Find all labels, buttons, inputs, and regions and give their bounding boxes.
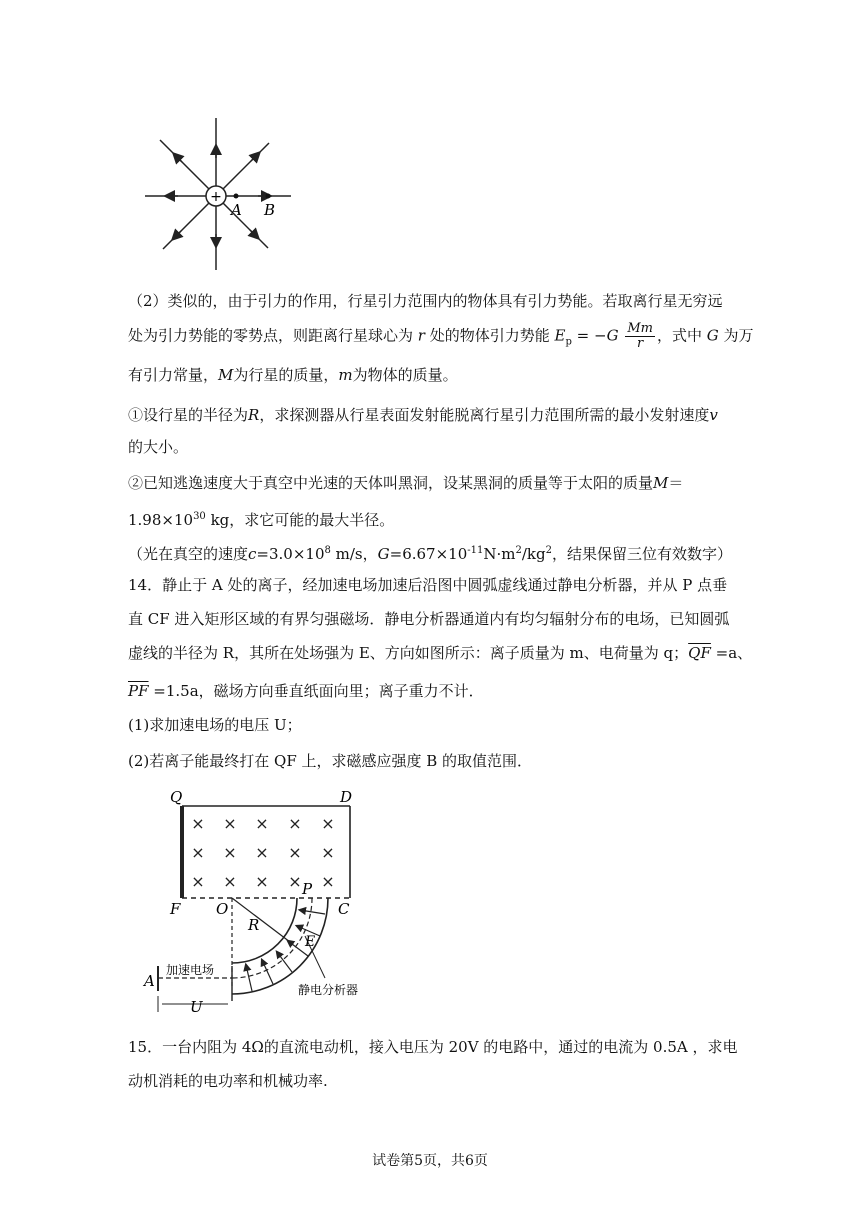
svg-text:×: × bbox=[288, 872, 302, 891]
var-v: v bbox=[709, 406, 718, 424]
fraction-mm-over-r bbox=[625, 322, 655, 351]
var-g: G bbox=[377, 545, 390, 563]
var-r: r bbox=[417, 326, 425, 345]
text: ＝ bbox=[668, 474, 684, 492]
label-r: R bbox=[248, 916, 260, 934]
svg-text:×: × bbox=[255, 814, 269, 833]
text: ②已知逃逸速度大于真空中光速的天体叫黑洞，设某黑洞的质量等于太阳的质量 bbox=[128, 474, 654, 492]
svg-text:×: × bbox=[288, 814, 302, 833]
var-m-small: m bbox=[338, 366, 353, 384]
text: 处为引力势能的零势点，则距离行星球心为 bbox=[128, 326, 414, 345]
q13-2-line3 bbox=[128, 364, 458, 386]
text: kg，求它可能的最大半径。 bbox=[205, 511, 395, 529]
label-e: E bbox=[305, 934, 316, 950]
plus-sign: + bbox=[210, 189, 222, 205]
q13-2-line6 bbox=[128, 472, 683, 494]
label-a: A bbox=[231, 201, 242, 219]
text: =6.67×10 bbox=[389, 545, 468, 563]
var-c: c bbox=[248, 545, 257, 563]
svg-text:×: × bbox=[191, 814, 205, 833]
subscript-p: p bbox=[565, 336, 572, 348]
q13-2-line4 bbox=[128, 404, 718, 426]
label-accelerating-field: 加速电场 bbox=[166, 963, 215, 977]
text: ，结果保留三位有效数字） bbox=[551, 545, 732, 563]
label-d: D bbox=[340, 788, 353, 806]
denominator: r bbox=[637, 336, 644, 351]
svg-text:×: × bbox=[255, 843, 269, 862]
label-o: O bbox=[216, 900, 229, 918]
label-c: C bbox=[338, 900, 350, 918]
text: /kg bbox=[521, 545, 546, 563]
q13-2-line1: （2）类似的，由于引力的作用，行星引力范围内的物体具有引力势能。若取离行星无穷远 bbox=[128, 292, 723, 310]
q14-line1: 14．静止于 A 处的离子，经加速电场加速后沿图中圆弧虚线通过静电分析器，并从 P 点垂 bbox=[128, 576, 728, 594]
q13-2-line5: 的大小。 bbox=[128, 438, 189, 456]
q14-line2: 直 CF 进入矩形区域的有界匀强磁场．静电分析器通道内有均匀辐射分布的电场，已知圆弧 bbox=[128, 610, 730, 628]
page-footer: 试卷第5页，共6页 bbox=[372, 1153, 488, 1169]
label-f: F bbox=[170, 900, 181, 918]
label-a: A bbox=[144, 972, 155, 990]
point-a bbox=[234, 194, 239, 199]
svg-text:×: × bbox=[191, 872, 205, 891]
svg-text:×: × bbox=[223, 814, 237, 833]
text: ，式中 bbox=[656, 326, 702, 345]
svg-text:×: × bbox=[223, 843, 237, 862]
var-m: M bbox=[653, 474, 669, 492]
text: 有引力常量， bbox=[128, 366, 219, 384]
segment-qf: $\overline{QF}$ bbox=[688, 644, 711, 662]
text: m/s， bbox=[330, 545, 378, 563]
q15-line1: 15．一台内阻为 4Ω的直流电动机，接入电压为 20V 的电路中，通过的电流为 0.5A ，求电 bbox=[128, 1038, 738, 1056]
point-b bbox=[266, 194, 271, 199]
analyzer-figure bbox=[140, 786, 390, 1016]
text: 处的物体引力势能 bbox=[429, 326, 550, 345]
q13-2-line2 bbox=[128, 322, 754, 354]
exponent: 30 bbox=[193, 511, 206, 522]
text: 为行星的质量， bbox=[233, 366, 339, 384]
var-r-cap: R bbox=[248, 406, 260, 424]
equals-g: = −G bbox=[571, 326, 619, 345]
field-lines-figure bbox=[138, 118, 298, 276]
text: =a、 bbox=[710, 644, 753, 662]
text: 1.98×10 bbox=[128, 511, 194, 529]
exponent: 2 bbox=[545, 545, 552, 556]
svg-text:×: × bbox=[223, 872, 237, 891]
exponent: 8 bbox=[324, 545, 331, 556]
svg-text:×: × bbox=[321, 872, 335, 891]
svg-text:×: × bbox=[191, 843, 205, 862]
q14-line3 bbox=[128, 642, 752, 664]
text: =3.0×10 bbox=[256, 545, 325, 563]
q13-2-line8 bbox=[128, 540, 732, 565]
text: 虚线的半径为 R，其所在处场强为 E、方向如图所示：离子质量为 m、电荷量为 q； bbox=[128, 644, 689, 662]
text: 为万 bbox=[723, 326, 754, 345]
q14-line6: (2)若离子能最终打在 QF 上，求磁感应强度 B 的取值范围． bbox=[128, 752, 533, 770]
svg-text:×: × bbox=[255, 872, 269, 891]
label-electrostatic-analyzer: 静电分析器 bbox=[298, 983, 359, 997]
svg-text:×: × bbox=[288, 843, 302, 862]
magnetic-field-crosses bbox=[191, 814, 334, 891]
q15-line2: 动机消耗的电功率和机械功率. bbox=[128, 1072, 328, 1090]
text: ①设行星的半径为 bbox=[128, 406, 249, 424]
svg-text:×: × bbox=[321, 843, 335, 862]
text: （光在真空的速度 bbox=[128, 545, 249, 563]
var-ep: E bbox=[554, 326, 566, 345]
segment-pf: $\overline{PF}$ bbox=[128, 682, 149, 700]
text: 为物体的质量。 bbox=[352, 366, 458, 384]
numerator: Mm bbox=[627, 321, 653, 336]
q13-2-line7 bbox=[128, 506, 394, 531]
label-q: Q bbox=[170, 788, 183, 806]
text: =1.5a，磁场方向垂直纸面向里；离子重力不计． bbox=[148, 682, 484, 700]
svg-text:×: × bbox=[321, 814, 335, 833]
var-m: M bbox=[218, 366, 234, 384]
q14-line5: (1)求加速电场的电压 U； bbox=[128, 716, 302, 734]
label-b: B bbox=[264, 201, 276, 219]
var-g: G bbox=[706, 326, 719, 345]
q14-line4 bbox=[128, 680, 484, 702]
exponent: 2 bbox=[515, 545, 522, 556]
label-u: U bbox=[190, 998, 203, 1016]
text: ，求探测器从行星表面发射能脱离行星引力范围所需的最小发射速度 bbox=[259, 406, 710, 424]
exponent: -11 bbox=[467, 545, 484, 556]
label-p: P bbox=[302, 880, 313, 898]
text: N·m bbox=[483, 545, 516, 563]
